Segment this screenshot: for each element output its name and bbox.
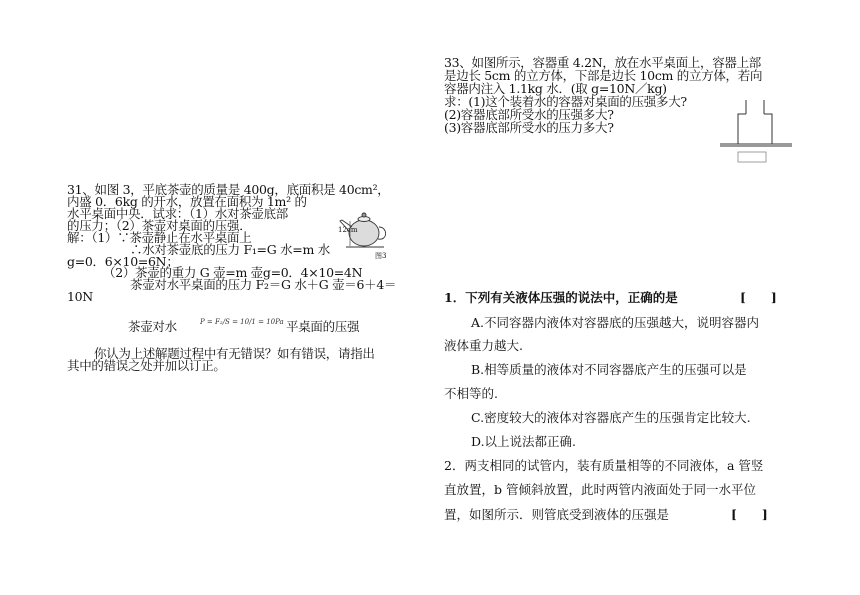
q1-option-a-line-1: A.不同容器内液体对容器底的压强越大，说明容器内	[471, 315, 760, 330]
q1-option-b-line-2: 不相等的.	[444, 386, 498, 401]
q31-line-9: 茶壶对水平桌面的压力 F₂＝G 水＋G 壶＝6＋4＝	[130, 277, 397, 292]
q33-line-3: 容器内注入 1.1kg 水．(取 g=10N／kg)	[444, 81, 667, 96]
q1-answer-bracket: [ ]	[740, 290, 777, 305]
q31-line-10: 10N	[67, 289, 93, 304]
q1-option-d: D.以上说法都正确.	[471, 434, 577, 449]
q33-line-2: 是边长 5cm 的立方体，下部是边长 10cm 的立方体，若向	[444, 68, 763, 83]
q33-line-1: 33、如图所示，容器重 4.2N，放在水平桌面上，容器上部	[444, 55, 761, 70]
q1-option-b-line-1: B.相等质量的液体对不同容器底产生的压强可以是	[471, 362, 747, 377]
q31-line-3: 水平桌面中央．试求：（1）水对茶壶底部	[67, 206, 289, 221]
q31-line-8: （2）茶壶的重力 G 壶=m 壶g=0．4×10=4N	[103, 265, 363, 280]
q31-line-13: 其中的错误之处并加以订正。	[67, 358, 226, 373]
q1-stem: 1．下列有关液体压强的说法中，正确的是	[444, 290, 678, 305]
q31-line-7: g=0．6×10=6N；	[67, 254, 179, 269]
q2-line-1: 2．两支相同的试管内，装有质量相等的不同液体，a 管竖	[444, 458, 764, 473]
q2-line-3: 置，如图所示．则管底受到液体的压强是	[444, 507, 670, 522]
q31-line-6: ∴水对茶壶底的压力 F₁=G 水=m 水	[130, 242, 330, 257]
q31-line-1: 31、如图 3，平底茶壶的质量是 400g，底面积是 40cm²，	[67, 182, 390, 197]
q31-line-12: 你认为上述解题过程中有无错误？如有错误，请指出	[94, 346, 375, 361]
q2-line-2: 直放置，b 管倾斜放置，此时两管内液面处于同一水平位	[444, 482, 756, 497]
q33-line-6: (3)容器底部所受水的压力多大?	[444, 120, 614, 135]
q1-option-a-line-2: 液体重力越大.	[444, 338, 523, 353]
q31-line-11b: 平桌面的压强	[286, 319, 360, 334]
q31-line-11a: 茶壶对水	[128, 319, 177, 334]
q31-line-4: 的压力；（2）茶壶对桌面的压强．	[67, 218, 252, 233]
container-figure	[716, 96, 796, 166]
teapot-height-label: 12cm	[338, 226, 358, 234]
q33-line-5: (2)容器底部所受水的压强多大?	[444, 107, 614, 122]
q2-answer-bracket: [ ]	[731, 507, 768, 522]
pressure-formula: P = F₂/S = 10/1 = 10Pa	[200, 318, 284, 326]
q1-option-c: C.密度较大的液体对容器底产生的压强肯定比较大.	[471, 410, 751, 425]
figure-3-label: 图3	[375, 252, 387, 260]
q31-line-5: 解：（1）∵茶壶静止在水平桌面上	[67, 230, 252, 245]
q33-line-4: 求：(1)这个装着水的容器对桌面的压强多大?	[444, 94, 687, 109]
q31-line-2: 内盛 0．6kg 的开水，放置在面积为 1m² 的	[67, 194, 307, 209]
